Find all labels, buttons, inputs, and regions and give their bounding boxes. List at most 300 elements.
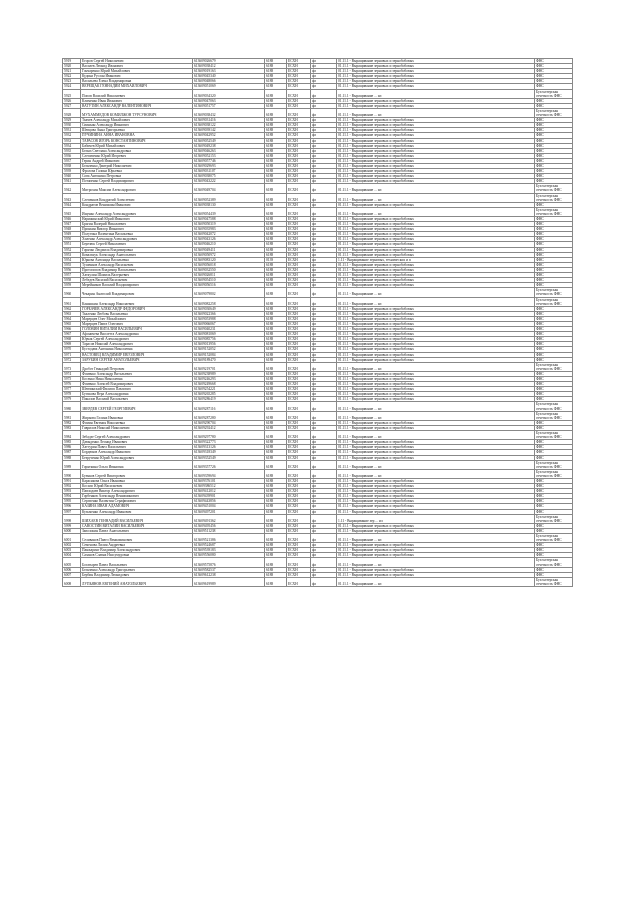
cell-type: фл	[311, 316, 337, 321]
cell-code: 6188	[265, 332, 287, 337]
cell-num: 5996	[63, 504, 81, 509]
cell-type: фл	[311, 572, 337, 577]
cell-inn: 613609038130	[193, 202, 265, 207]
cell-source: ФНС	[535, 455, 573, 460]
cell-num: 5936	[63, 153, 81, 158]
cell-num: 5988	[63, 455, 81, 460]
cell-tax: ЕСХН	[287, 174, 311, 179]
cell-source: ФНС	[535, 484, 573, 489]
cell-tax: ЕСХН	[287, 193, 311, 202]
cell-num: 5948	[63, 227, 81, 232]
cell-type: фл	[311, 163, 337, 168]
cell-num: 5976	[63, 382, 81, 387]
cell-okved: 01.11.1 - Выращивание зерновых и зернобобовых	[337, 478, 535, 483]
cell-source: Бухгалтерская отчетность ФНС	[535, 184, 573, 193]
cell-tax: ЕСХН	[287, 69, 311, 74]
cell-name: ВАТУТИН АЛЕКСАНДР ВАЛЕНТИНОВИЧ	[81, 103, 193, 108]
cell-okved: 01.11.1 - Выращивание зерновых и зернобобовых	[337, 332, 535, 337]
cell-okved: 01.11.1 - Выращивание зерновых и зернобобовых	[337, 450, 535, 455]
cell-source: ФНС	[535, 567, 573, 572]
cell-okved: 01.11.1 - Выращивание зерновых и зернобобовых	[337, 98, 535, 103]
cell-inn: 613609049411	[193, 247, 265, 252]
cell-type: фл	[311, 494, 337, 499]
cell-name: Горячко Людмила Владимировна	[81, 247, 193, 252]
cell-inn: 613609031107	[193, 169, 265, 174]
cell-inn: 613609053988	[193, 316, 265, 321]
cell-type: фл	[311, 534, 337, 543]
cell-name: Нарижинский Юрий Иванович	[81, 217, 193, 222]
cell-type: фл	[311, 297, 337, 306]
cell-okved: 01.11.1 - Выращивание зерновых и зернобобовых	[337, 169, 535, 174]
cell-okved: 01.11.1 - Выращивание зерновых и зернобобовых	[337, 327, 535, 332]
cell-code: 6188	[265, 445, 287, 450]
cell-code: 6188	[265, 469, 287, 478]
cell-code: 6188	[265, 311, 287, 316]
cell-source: ФНС	[535, 103, 573, 108]
table-row	[63, 207, 573, 216]
cell-type: фл	[311, 257, 337, 262]
cell-name: Тушенков Александр Васильевич	[81, 262, 193, 267]
cell-source: Бухгалтерская отчетность ФНС	[535, 108, 573, 117]
cell-inn: 613609238989	[193, 371, 265, 376]
cell-type: фл	[311, 342, 337, 347]
cell-tax: ЕСХН	[287, 362, 311, 371]
cell-type: фл	[311, 232, 337, 237]
cell-type: фл	[311, 118, 337, 123]
cell-name: Гаврилов Николай Николаевич	[81, 425, 193, 430]
cell-num: 5987	[63, 450, 81, 455]
cell-type: фл	[311, 158, 337, 163]
cell-okved: 01.11.1 - Выращивание зерновых и зернобобовых	[337, 242, 535, 247]
cell-okved: 01.11.1 - Выращивание зерновых и зернобобовых	[337, 499, 535, 504]
cell-type: фл	[311, 558, 337, 567]
cell-tax: ЕСХН	[287, 382, 311, 387]
cell-source: ФНС	[535, 98, 573, 103]
cell-source: ФНС	[535, 382, 573, 387]
cell-name: Марерцев Павел Олегович	[81, 321, 193, 326]
cell-name: Фомин Евгения Николаевна	[81, 420, 193, 425]
cell-inn: 613609066067	[193, 321, 265, 326]
cell-source: ФНС	[535, 267, 573, 272]
cell-name: Кузьменко Александр Иванович	[81, 509, 193, 514]
cell-tax: ЕСХН	[287, 577, 311, 586]
cell-type: фл	[311, 478, 337, 483]
cell-source: ФНС	[535, 169, 573, 174]
cell-num: 5929	[63, 118, 81, 123]
cell-code: 6188	[265, 567, 287, 572]
cell-name: Чекарин Анатолий Владимирович	[81, 288, 193, 297]
cell-name: Лебедев Василий Васильевич	[81, 278, 193, 283]
cell-tax: ЕСХН	[287, 445, 311, 450]
table-row	[63, 108, 573, 117]
cell-num: 5962	[63, 306, 81, 311]
cell-tax: ЕСХН	[287, 572, 311, 577]
cell-inn: 613609582537	[193, 567, 265, 572]
cell-inn: 613609038122	[193, 123, 265, 128]
cell-code: 6188	[265, 267, 287, 272]
cell-tax: ЕСХН	[287, 237, 311, 242]
cell-num: 5990	[63, 469, 81, 478]
cell-tax: ЕСХН	[287, 528, 311, 533]
cell-num: 5977	[63, 387, 81, 392]
cell-inn: 613609043222	[193, 179, 265, 184]
cell-code: 6188	[265, 484, 287, 489]
cell-num: 5961	[63, 297, 81, 306]
cell-inn: 613609619989	[193, 577, 265, 586]
cell-inn: 613609521386	[193, 534, 265, 543]
cell-inn: 613609043126	[193, 237, 265, 242]
cell-tax: ЕСХН	[287, 242, 311, 247]
cell-name: Марерцев Олег Михайлович	[81, 316, 193, 321]
cell-inn: 613609287116	[193, 402, 265, 411]
cell-inn: 613609057746	[193, 158, 265, 163]
cell-okved: 01.11.1 - Выращивание ... ил	[337, 402, 535, 411]
cell-type: фл	[311, 247, 337, 252]
cell-name: Юрчак Сергей Александрович	[81, 337, 193, 342]
cell-tax: ЕСХН	[287, 469, 311, 478]
cell-inn: 613609189470	[193, 357, 265, 362]
cell-okved: 01.11.1 - Выращивание зерновых и зернобобовых	[337, 382, 535, 387]
cell-inn: 613609052153	[193, 153, 265, 158]
cell-name: Сергиенко Валентин Серафимович	[81, 499, 193, 504]
cell-code: 6188	[265, 431, 287, 440]
cell-source: Бухгалтерская отчетность ФНС	[535, 460, 573, 469]
cell-num: 5952	[63, 247, 81, 252]
cell-inn: 613609539183	[193, 548, 265, 553]
cell-type: фл	[311, 509, 337, 514]
cell-source: ФНС	[535, 158, 573, 163]
cell-name: Кустодава Антонина Николаевна	[81, 347, 193, 352]
cell-tax: ЕСХН	[287, 514, 311, 523]
cell-okved: 01.11.1 - Выращивание ... ил	[337, 207, 535, 216]
cell-tax: ЕСХН	[287, 420, 311, 425]
cell-tax: ЕСХН	[287, 59, 311, 64]
cell-inn: 613609322773	[193, 440, 265, 445]
cell-type: фл	[311, 362, 337, 371]
cell-source: ФНС	[535, 543, 573, 548]
cell-tax: ЕСХН	[287, 103, 311, 108]
cell-okved: 01.11.1 - Выращивание зерновых и зернобобовых	[337, 138, 535, 143]
cell-type: фл	[311, 69, 337, 74]
cell-tax: ЕСХН	[287, 158, 311, 163]
table-row	[63, 460, 573, 469]
cell-inn: 613609491362	[193, 514, 265, 523]
cell-code: 6188	[265, 316, 287, 321]
cell-source: ФНС	[535, 79, 573, 84]
cell-okved: 01.11.1 - Выращивание зерновых и зернобобовых	[337, 357, 535, 362]
cell-code: 6188	[265, 158, 287, 163]
cell-okved: 01.11.1 - Выращивание зерновых и зернобобовых	[337, 252, 535, 257]
cell-num: 5923	[63, 79, 81, 84]
cell-inn: 613609152052	[193, 347, 265, 352]
cell-inn: 613609056516	[193, 283, 265, 288]
cell-code: 6188	[265, 577, 287, 586]
cell-inn: 613609056018	[193, 262, 265, 267]
cell-name: Шевчинский Филипп Павлович	[81, 387, 193, 392]
cell-type: фл	[311, 288, 337, 297]
cell-code: 6188	[265, 460, 287, 469]
cell-okved: 01.11.1 - Выращивание зерновых и зернобобовых	[337, 420, 535, 425]
cell-code: 6188	[265, 494, 287, 499]
cell-name: Канашкин Александр Николаевич	[81, 297, 193, 306]
cell-inn: 613609292412	[193, 425, 265, 430]
cell-source: ФНС	[535, 420, 573, 425]
cell-name: ПУЧИНИНА АННА ИВАНОВНА	[81, 133, 193, 138]
cell-code: 6188	[265, 321, 287, 326]
cell-okved: 01.11.1 - Выращивание ... ил	[337, 184, 535, 193]
cell-num: 5939	[63, 169, 81, 174]
cell-tax: ЕСХН	[287, 377, 311, 382]
cell-type: фл	[311, 382, 337, 387]
cell-tax: ЕСХН	[287, 297, 311, 306]
cell-code: 6188	[265, 402, 287, 411]
cell-source: ФНС	[535, 316, 573, 321]
table-row	[63, 411, 573, 420]
cell-source: ФНС	[535, 278, 573, 283]
cell-okved: 01.11.1 - Выращивание зерновых и зернобобовых	[337, 232, 535, 237]
cell-type: фл	[311, 84, 337, 89]
table-row	[63, 402, 573, 411]
cell-inn: 613609083120	[193, 257, 265, 262]
cell-okved: 01.11.1 - Выращивание зерновых и зернобобовых	[337, 262, 535, 267]
cell-num: 5981	[63, 411, 81, 420]
cell-source: ФНС	[535, 69, 573, 74]
cell-name: Бордюков Александр Иванович	[81, 450, 193, 455]
table-row	[63, 184, 573, 193]
cell-inn: 613609048066	[193, 79, 265, 84]
cell-code: 6188	[265, 548, 287, 553]
cell-tax: ЕСХН	[287, 98, 311, 103]
cell-inn: 613609219701	[193, 362, 265, 371]
cell-name: Горбенков Александр Вениаминович	[81, 494, 193, 499]
cell-name: Сазанов Славна Нахсумудовна	[81, 553, 193, 558]
cell-num: 5970	[63, 347, 81, 352]
cell-tax: ЕСХН	[287, 534, 311, 543]
cell-code: 6188	[265, 288, 287, 297]
cell-type: фл	[311, 420, 337, 425]
cell-name: Давыденко Леонид Иванович	[81, 440, 193, 445]
cell-okved: 01.11.1 - Выращивание зерновых и зернобобовых	[337, 148, 535, 153]
cell-num: 5922	[63, 74, 81, 79]
cell-num: 5985	[63, 440, 81, 445]
cell-type: фл	[311, 133, 337, 138]
cell-source: ФНС	[535, 377, 573, 382]
cell-source: Бухгалтерская отчетность ФНС	[535, 411, 573, 420]
cell-num: 5980	[63, 402, 81, 411]
cell-name: Бельченко Александр Григорьевич	[81, 567, 193, 572]
cell-type: фл	[311, 469, 337, 478]
cell-inn: 613609022366	[193, 311, 265, 316]
cell-name: ВАСТОВЕЦ ВЛАДИМИР ЕВГОЛОВИЧ	[81, 352, 193, 357]
cell-source: ФНС	[535, 227, 573, 232]
cell-num: 6008	[63, 577, 81, 586]
cell-okved: 01.11.1 - Выращивание зерновых и зернобобовых	[337, 267, 535, 272]
cell-inn: 613609495456	[193, 523, 265, 528]
cell-inn: 613609052549	[193, 138, 265, 143]
cell-code: 6188	[265, 425, 287, 430]
cell-code: 6188	[265, 371, 287, 376]
cell-code: 6188	[265, 528, 287, 533]
cell-source: ФНС	[535, 321, 573, 326]
cell-tax: ЕСХН	[287, 257, 311, 262]
cell-name: Селиванов Павел Вениаминович	[81, 534, 193, 543]
cell-tax: ЕСХН	[287, 217, 311, 222]
cell-tax: ЕСХН	[287, 327, 311, 332]
cell-source: Бухгалтерская отчетность ФНС	[535, 402, 573, 411]
cell-num: 5950	[63, 237, 81, 242]
cell-source: ФНС	[535, 143, 573, 148]
cell-source: ФНС	[535, 118, 573, 123]
cell-code: 6188	[265, 499, 287, 504]
cell-source: ФНС	[535, 440, 573, 445]
cell-tax: ЕСХН	[287, 342, 311, 347]
cell-code: 6188	[265, 392, 287, 397]
cell-okved: 01.11.1 - Выращивание зерновых и зернобобовых	[337, 153, 535, 158]
cell-type: фл	[311, 64, 337, 69]
cell-code: 6188	[265, 509, 287, 514]
cell-name: ЗВЕРДЕВ СЕРГЕЙ ГЕОРГИЕВИЧ	[81, 402, 193, 411]
cell-okved: 1.11 - Выращивание зерновых, технических и п	[337, 257, 535, 262]
cell-type: фл	[311, 577, 337, 586]
cell-okved: 01.11.1 - Выращивание зерновых и зернобобовых	[337, 455, 535, 460]
cell-okved: 01.11.1 - Выращивание зерновых и зернобобовых	[337, 179, 535, 184]
cell-code: 6188	[265, 504, 287, 509]
cell-type: фл	[311, 306, 337, 311]
cell-name: ЗАРУБИН СЕРГЕЙ АНАТОЛЬЕВИЧ	[81, 357, 193, 362]
cell-source: ФНС	[535, 327, 573, 332]
cell-type: фл	[311, 321, 337, 326]
cell-code: 6188	[265, 84, 287, 89]
cell-okved: 01.11.1 - Выращивание зерновых и зернобобовых	[337, 523, 535, 528]
cell-name: Богатырев Павел Васильевич	[81, 558, 193, 567]
cell-tax: ЕСХН	[287, 371, 311, 376]
cell-code: 6188	[265, 217, 287, 222]
cell-code: 6188	[265, 455, 287, 460]
cell-num: 5995	[63, 499, 81, 504]
cell-source: ФНС	[535, 494, 573, 499]
cell-type: фл	[311, 103, 337, 108]
cell-okved: 01.11.1 - Выращивание зерновых и зернобобовых	[337, 278, 535, 283]
cell-type: фл	[311, 528, 337, 533]
cell-tax: ЕСХН	[287, 494, 311, 499]
cell-okved: 01.11.1 - Выращивание ... ил	[337, 469, 535, 478]
cell-code: 6188	[265, 377, 287, 382]
cell-inn: 613609352549	[193, 455, 265, 460]
cell-type: фл	[311, 59, 337, 64]
cell-num: 5947	[63, 222, 81, 227]
cell-type: фл	[311, 450, 337, 455]
cell-tax: ЕСХН	[287, 179, 311, 184]
cell-num: 5984	[63, 431, 81, 440]
cell-tax: ЕСХН	[287, 222, 311, 227]
cell-source: ФНС	[535, 163, 573, 168]
cell-name: Ковальчук Александр Анатольевич	[81, 252, 193, 257]
cell-inn: 613609386512	[193, 484, 265, 489]
cell-type: фл	[311, 504, 337, 509]
cell-source: ФНС	[535, 148, 573, 153]
cell-name: Косило Юрий Васильевич	[81, 484, 193, 489]
cell-name: Протопопов Владимир Васильевич	[81, 267, 193, 272]
cell-num: 5940	[63, 174, 81, 179]
cell-okved: 1.11 - Выращивание зер ... ил	[337, 514, 535, 523]
table-row	[63, 469, 573, 478]
cell-okved: 01.11.1 - Выращивание зерновых и зернобобовых	[337, 311, 535, 316]
cell-code: 6188	[265, 342, 287, 347]
cell-okved: 01.11.1 - Выращивание ... ил	[337, 89, 535, 98]
cell-okved: 01.11.1 - Выращивание зерновых и зернобобовых	[337, 133, 535, 138]
table-row	[63, 514, 573, 523]
cell-okved: 01.11.1 - Выращивание зерновых и зернобобовых	[337, 489, 535, 494]
cell-name: Попов Василий Николаевич	[81, 89, 193, 98]
cell-tax: ЕСХН	[287, 123, 311, 128]
cell-inn: 613609039142	[193, 128, 265, 133]
cell-type: фл	[311, 347, 337, 352]
cell-tax: ЕСХН	[287, 337, 311, 342]
cell-inn: 613609357726	[193, 460, 265, 469]
table-row	[63, 89, 573, 98]
cell-name: Фоменко Александр Витальевич	[81, 371, 193, 376]
cell-name: Митрохин Максим Александрович	[81, 184, 193, 193]
cell-code: 6188	[265, 297, 287, 306]
cell-inn: 613609079802	[193, 288, 265, 297]
cell-code: 6188	[265, 184, 287, 193]
cell-num: 6007	[63, 572, 81, 577]
cell-source: ФНС	[535, 222, 573, 227]
cell-num: 6002	[63, 543, 81, 548]
cell-tax: ЕСХН	[287, 352, 311, 357]
cell-okved: 01.11.1 - Выращивание зерновых и зернобобовых	[337, 123, 535, 128]
cell-type: фл	[311, 174, 337, 179]
cell-num: 5942	[63, 184, 81, 193]
cell-source: ФНС	[535, 123, 573, 128]
cell-code: 6188	[265, 247, 287, 252]
cell-code: 6188	[265, 74, 287, 79]
cell-name: Бербин Владимир Леонидович	[81, 572, 193, 577]
cell-source: ФНС	[535, 489, 573, 494]
cell-num: 5986	[63, 445, 81, 450]
cell-inn: 613609054510	[193, 278, 265, 283]
cell-source: Бухгалтерская отчетность ФНС	[535, 558, 573, 567]
cell-type: фл	[311, 179, 337, 184]
cell-tax: ЕСХН	[287, 499, 311, 504]
cell-name: Мерейников Василий Владимирович	[81, 283, 193, 288]
cell-type: фл	[311, 543, 337, 548]
cell-okved: 01.11.1 - Выращивание зерновых и зернобобовых	[337, 64, 535, 69]
table-row	[63, 577, 573, 586]
cell-type: фл	[311, 548, 337, 553]
cell-num: 5951	[63, 242, 81, 247]
cell-inn: 613609054439	[193, 207, 265, 216]
cell-source: ФНС	[535, 217, 573, 222]
cell-code: 6188	[265, 397, 287, 402]
cell-name: Васильева Елена Владимировна	[81, 79, 193, 84]
cell-name: Шевцова Анна Григорьевна	[81, 128, 193, 133]
cell-tax: ЕСХН	[287, 548, 311, 553]
cell-num: 5925	[63, 89, 81, 98]
cell-type: фл	[311, 489, 337, 494]
cell-type: фл	[311, 397, 337, 402]
cell-name: Зебадзе Сергей Александрович	[81, 431, 193, 440]
table-row	[63, 558, 573, 567]
cell-type: фл	[311, 143, 337, 148]
cell-okved: 01.11.1 - Выращивание зерновых и зернобобовых	[337, 548, 535, 553]
cell-tax: ЕСХН	[287, 202, 311, 207]
cell-type: фл	[311, 123, 337, 128]
cell-tax: ЕСХН	[287, 153, 311, 158]
cell-num: 5994	[63, 494, 81, 499]
cell-type: фл	[311, 327, 337, 332]
cell-name: ШИХАЕВ ГЕННАДИЙ ВАСИЛЬЕВИЧ	[81, 514, 193, 523]
